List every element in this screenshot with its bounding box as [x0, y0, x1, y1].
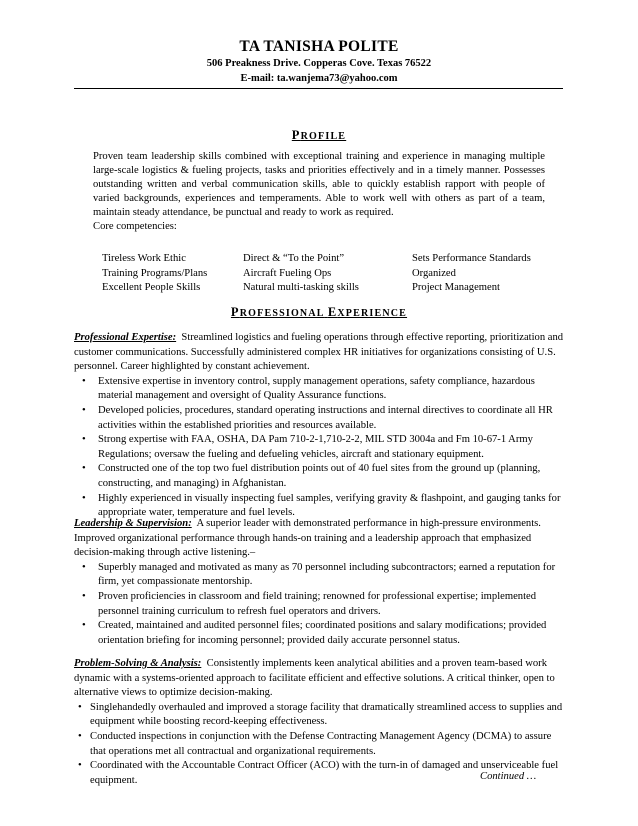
bullet-icon: • — [82, 561, 86, 573]
competency-column-3 — [412, 252, 531, 296]
competency-item: Training Programs/Plans — [102, 267, 208, 279]
list-item — [74, 619, 564, 648]
section-intro — [74, 517, 564, 561]
profile-heading-rest: ROFILE — [300, 131, 347, 142]
section-label: Problem-Solving & Analysis: — [74, 658, 202, 669]
core-competencies-label: Core competencies: — [93, 221, 177, 232]
header-divider — [74, 88, 563, 89]
bullet-text: Coordinated with the Accountable Contract Officer (ACO) with the turn-in of damaged and unserviceable fuel equipment. — [90, 760, 559, 786]
bullet-icon: • — [82, 620, 86, 632]
bullet-text: Constructed one of the top two fuel distribution points out of 40 fuel sites from the ground up (planning, constructing, and managing) in Afghanistan. — [98, 463, 541, 489]
bullet-text: Extensive expertise in inventory control, supply management operations, safety compliance, hazardous material management and oversight of Quality Assurance functions. — [98, 375, 535, 402]
bullet-text: Superbly managed and motivated as many as 70 personnel including subcontractors; earned a reputation for firm, yet compassionate mentorship. — [98, 561, 556, 588]
experience-heading — [0, 305, 638, 320]
bullet-icon: • — [82, 463, 86, 475]
list-item — [74, 730, 564, 759]
section-intro — [74, 331, 564, 375]
bullet-text: Developed policies, procedures, standard operating instructions and internal directives to coordinate all HR activities within the established priorities and resources available. — [98, 404, 553, 431]
section-label: Leadership & Supervision: — [74, 518, 192, 529]
bullet-icon: • — [78, 760, 82, 772]
competency-item: Tireless Work Ethic — [102, 253, 186, 264]
competency-item: Project Management — [412, 282, 500, 293]
profile-text: Proven team leadership skills combined with exceptional training and experience in managing multiple large-scale logistics & fueling projects, tasks and priorities effectively and in a timely manner. Possesses outstanding written and verbal communication skills, able to quickly establish rapport with people of varied backgrounds, experiences and temperaments. Able to work well with others as part of a team, maintain steady attendance, be punctual and ready to work as required. — [93, 151, 545, 218]
experience-heading-rest-2: XPERIENCE — [337, 308, 408, 319]
list-item — [74, 462, 564, 491]
bullet-text: Highly experienced in visually inspecting fuel samples, verifying gravity & flashpoint, and gauging tanks for appropriate water, temperature and fuel levels. — [98, 492, 561, 519]
bullet-icon: • — [82, 492, 86, 504]
bullet-icon: • — [82, 590, 86, 602]
section-intro-text: A superior leader with demonstrated performance in high-pressure environments. Improved organizational performance through hands-on training and a leadership approach that emphasized decision-making through active listening.– — [74, 518, 541, 559]
competency-item: Direct & “To the Point” — [243, 253, 345, 264]
list-item — [74, 561, 564, 590]
competency-item: Sets Performance Standards — [412, 253, 531, 264]
experience-section-problem-solving — [74, 657, 564, 788]
list-item — [74, 701, 564, 730]
section-bullet-list — [74, 375, 564, 521]
list-item — [74, 433, 564, 462]
competency-column-2 — [243, 252, 359, 296]
list-item — [74, 590, 564, 619]
bullet-text: Conducted inspections in conjunction with the Defense Contracting Management Agency (DCMA) to assure that operations met all contractual and organizational requirements. — [90, 730, 552, 757]
bullet-icon: • — [82, 434, 86, 446]
email-line: E-mail: ta.wanjema73@yahoo.com — [240, 73, 398, 84]
experience-section-professional-expertise — [74, 331, 564, 521]
bullet-text: Created, maintained and audited personnel files; coordinated positions and salary modifications; provided orientation briefing for incoming personnel; provided daily accurate personnel status. — [98, 620, 547, 646]
section-intro-text: Consistently implements keen analytical abilities and a proven team-based work dynamic with a systems-oriented approach to facilitate efficient and effective solutions. A critical thinker, open to alternative views to optimize decision-making. — [74, 658, 555, 699]
list-item — [74, 375, 564, 404]
profile-summary — [93, 150, 545, 234]
bullet-text: Singlehandedly overhauled and improved a storage facility that dramatically streamlined access to supplies and equipment while boosting record-keeping effectiveness. — [90, 701, 563, 728]
experience-heading-initial-2: E — [327, 305, 338, 319]
competency-item: Aircraft Fueling Ops — [243, 267, 332, 279]
section-intro — [74, 657, 564, 701]
competency-item: Natural multi-tasking skills — [243, 282, 359, 293]
experience-heading-rest-1: ROFESSIONAL — [239, 308, 325, 319]
competency-item: Organized — [412, 267, 456, 279]
profile-heading — [0, 128, 638, 143]
bullet-icon: • — [78, 730, 82, 742]
experience-section-leadership-supervision — [74, 517, 564, 648]
experience-heading-initial-1: P — [230, 305, 240, 319]
competency-column-1 — [102, 252, 207, 296]
address-line: 506 Preakness Drive. Copperas Cove. Texas 76522 — [206, 58, 432, 69]
bullet-text: Proven proficiencies in classroom and field training; renowned for professional expertise; implemented personnel training curriculum to refresh fuel operators and drivers. — [98, 590, 537, 617]
continued-note: Continued … — [480, 771, 537, 782]
competency-item: Excellent People Skills — [102, 282, 201, 293]
profile-heading-initial: P — [291, 128, 301, 142]
section-label: Professional Expertise: — [74, 332, 177, 343]
bullet-text: Strong expertise with FAA, OSHA, DA Pam 710-2-1,710-2-2, MIL STD 3004a and Fm 10-67-1 Army Regulations; oversaw the fueling and defueling vehicles, aircraft and stationary equipment. — [98, 434, 533, 460]
section-bullet-list — [74, 561, 564, 649]
list-item — [74, 404, 564, 433]
bullet-icon: • — [82, 375, 86, 387]
candidate-name: TA TANISHA POLITE — [239, 38, 399, 55]
bullet-icon: • — [82, 404, 86, 416]
section-intro-text: Streamlined logistics and fueling operations through effective reporting, prioritization and customer communications. Successfully administered complex HR initiatives for organizations consisting of U.S. personnel. Career highlighted by constant achievement. — [74, 332, 564, 373]
bullet-icon: • — [78, 701, 82, 713]
